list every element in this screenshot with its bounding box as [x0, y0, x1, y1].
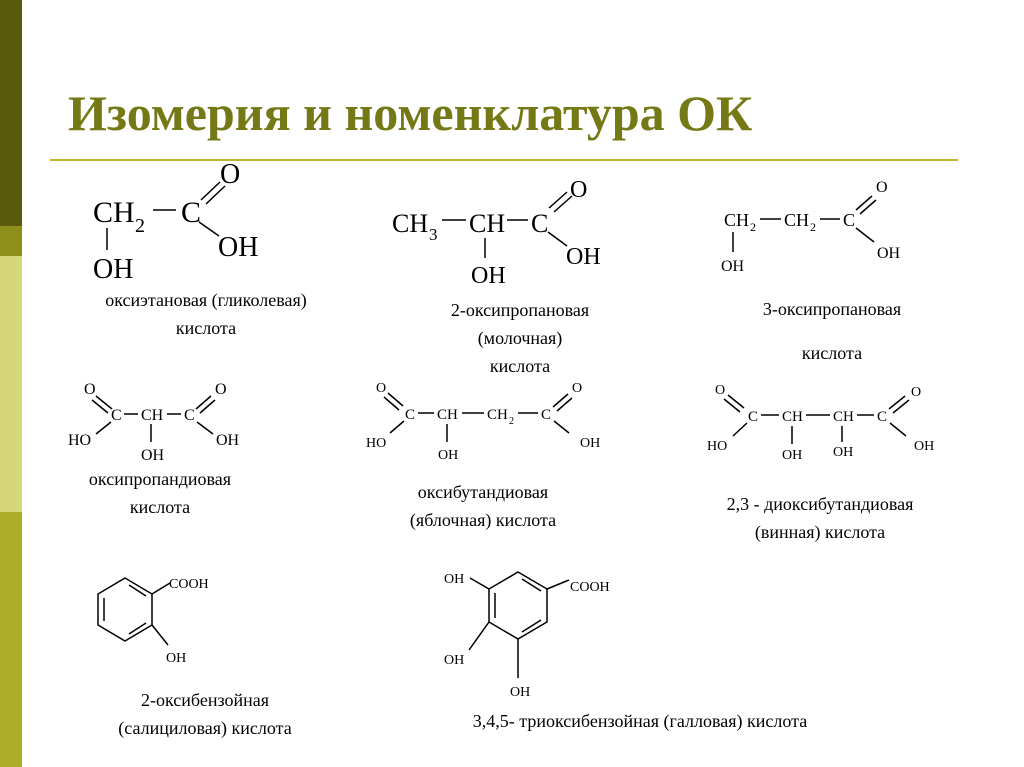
atom-oh: OH — [721, 258, 745, 275]
bond — [856, 196, 872, 210]
name-line: кислота — [489, 356, 551, 376]
atom-cooh: COOH — [570, 580, 610, 595]
atom-c: C — [181, 196, 202, 229]
atom-c: C — [748, 409, 759, 425]
gallic-acid-structure — [444, 572, 610, 700]
glycolic-acid-name — [56, 286, 356, 342]
atom-ho: HO — [707, 439, 728, 454]
atom-oh: OH — [218, 232, 259, 263]
atom-subscript: 2 — [810, 220, 816, 234]
atom-oh: OH — [566, 244, 601, 270]
atom-oh: OH — [510, 685, 531, 700]
name-line: 3-оксипропановая — [762, 299, 902, 319]
atom-oh: OH — [580, 436, 601, 451]
bond — [200, 400, 215, 413]
tartronic-acid-name — [50, 465, 270, 521]
atom-o: O — [911, 385, 922, 400]
bond — [890, 423, 906, 436]
atom-cooh: COOH — [169, 577, 209, 592]
gallic-acid-name — [390, 707, 890, 735]
slide-title: Изомерия и номенклатура ОК — [68, 85, 753, 141]
bond — [557, 398, 572, 411]
bond — [522, 579, 541, 591]
atom-oh: OH — [471, 263, 506, 289]
benzene-ring — [98, 578, 152, 641]
atom-ch2: CH — [784, 210, 810, 230]
tartronic-acid-structure — [68, 381, 240, 464]
atom-c: C — [541, 407, 552, 423]
name-line: оксиэтановая (гликолевая) — [105, 290, 307, 310]
name-line: 2-оксипропановая — [450, 300, 590, 320]
atom-subscript: 3 — [429, 225, 438, 244]
atom-ch: CH — [141, 407, 164, 424]
malic-acid-name — [368, 478, 598, 534]
atom-ch3: CH — [392, 209, 429, 238]
bond — [470, 578, 489, 589]
atom-oh: OH — [444, 572, 465, 587]
bond — [197, 422, 213, 434]
malic-acid-structure — [366, 381, 600, 463]
atom-o: O — [715, 383, 726, 398]
bond — [96, 422, 111, 434]
atom-oh: OH — [782, 448, 803, 463]
benzene-ring — [489, 572, 547, 639]
atom-ch2: CH — [487, 407, 508, 423]
name-line: оксибутандиовая — [417, 482, 549, 502]
bond — [201, 182, 220, 200]
hydroxypropanoic-acid-name — [712, 294, 952, 368]
atom-oh: OH — [216, 432, 240, 449]
atom-c: C — [531, 209, 549, 238]
atom-o: O — [84, 381, 96, 398]
bond — [733, 423, 747, 436]
name-line: оксипропандиовая — [88, 469, 232, 489]
bond — [553, 394, 568, 407]
atom-ch2: CH — [724, 210, 750, 230]
atom-o: O — [220, 159, 241, 190]
bond — [724, 399, 740, 412]
name-line: (салициловая) кислота — [118, 718, 292, 738]
atom-ch: CH — [833, 409, 854, 425]
atom-o: O — [572, 381, 583, 396]
atom-o: O — [215, 381, 227, 398]
salicylic-acid-name — [70, 686, 340, 742]
bond — [152, 625, 168, 645]
bond — [554, 421, 569, 433]
atom-c: C — [184, 407, 195, 424]
atom-oh: OH — [877, 245, 901, 262]
bond — [129, 585, 146, 596]
name-line: кислота — [129, 497, 191, 517]
atom-subscript: 2 — [509, 416, 514, 427]
name-line: (молочная) — [477, 328, 563, 348]
bond — [893, 400, 909, 413]
atom-subscript: 2 — [750, 220, 756, 234]
bond — [96, 396, 112, 409]
atom-oh: OH — [914, 439, 935, 454]
lactic-acid-structure — [392, 177, 601, 289]
atom-oh: OH — [438, 448, 459, 463]
bond — [390, 421, 404, 433]
atom-c: C — [877, 409, 888, 425]
bond — [384, 397, 399, 410]
salicylic-acid-structure — [98, 577, 209, 666]
hydroxypropanoic-acid-structure — [721, 179, 901, 275]
atom-c: C — [843, 210, 856, 230]
bond — [549, 192, 567, 208]
bond — [196, 396, 211, 409]
name-line: 2,3 - диоксибутандиовая — [726, 494, 914, 514]
atom-ch: CH — [469, 209, 506, 238]
atom-o: O — [570, 177, 588, 203]
bond — [388, 393, 403, 406]
atom-oh: OH — [141, 447, 165, 464]
bond — [152, 583, 170, 594]
atom-subscript: 2 — [135, 215, 145, 237]
bond — [469, 622, 489, 650]
atom-c: C — [405, 407, 416, 423]
bond — [860, 200, 876, 214]
atom-ho: HO — [366, 436, 387, 451]
name-line: кислота — [175, 318, 237, 338]
bond — [856, 228, 874, 242]
name-line: кислота — [801, 343, 863, 363]
atom-ch2: CH — [93, 196, 135, 229]
bond — [548, 232, 567, 246]
name-line: (яблочная) кислота — [409, 510, 557, 530]
bond — [199, 222, 219, 236]
atom-ch: CH — [782, 409, 803, 425]
tartaric-acid-structure — [707, 383, 934, 463]
atom-oh: OH — [833, 445, 854, 460]
bond — [728, 395, 744, 408]
bond — [92, 400, 108, 413]
bond — [889, 396, 905, 409]
atom-o: O — [876, 179, 888, 196]
atom-ch: CH — [437, 407, 458, 423]
name-line: 3,4,5- триоксибензойная (галловая) кислота — [472, 711, 808, 731]
atom-c: C — [111, 407, 122, 424]
bond — [522, 620, 541, 632]
lactic-acid-name — [410, 296, 630, 380]
atom-oh: OH — [93, 254, 134, 285]
atom-oh: OH — [166, 651, 187, 666]
atom-oh: OH — [444, 653, 465, 668]
name-line: (винная) кислота — [754, 522, 886, 542]
bond — [129, 623, 146, 634]
bond — [547, 580, 569, 589]
name-line: 2-оксибензойная — [141, 690, 269, 710]
tartaric-acid-name — [680, 490, 960, 546]
glycolic-acid-structure — [93, 159, 258, 285]
atom-o: O — [376, 381, 387, 396]
atom-ho: HO — [68, 432, 92, 449]
